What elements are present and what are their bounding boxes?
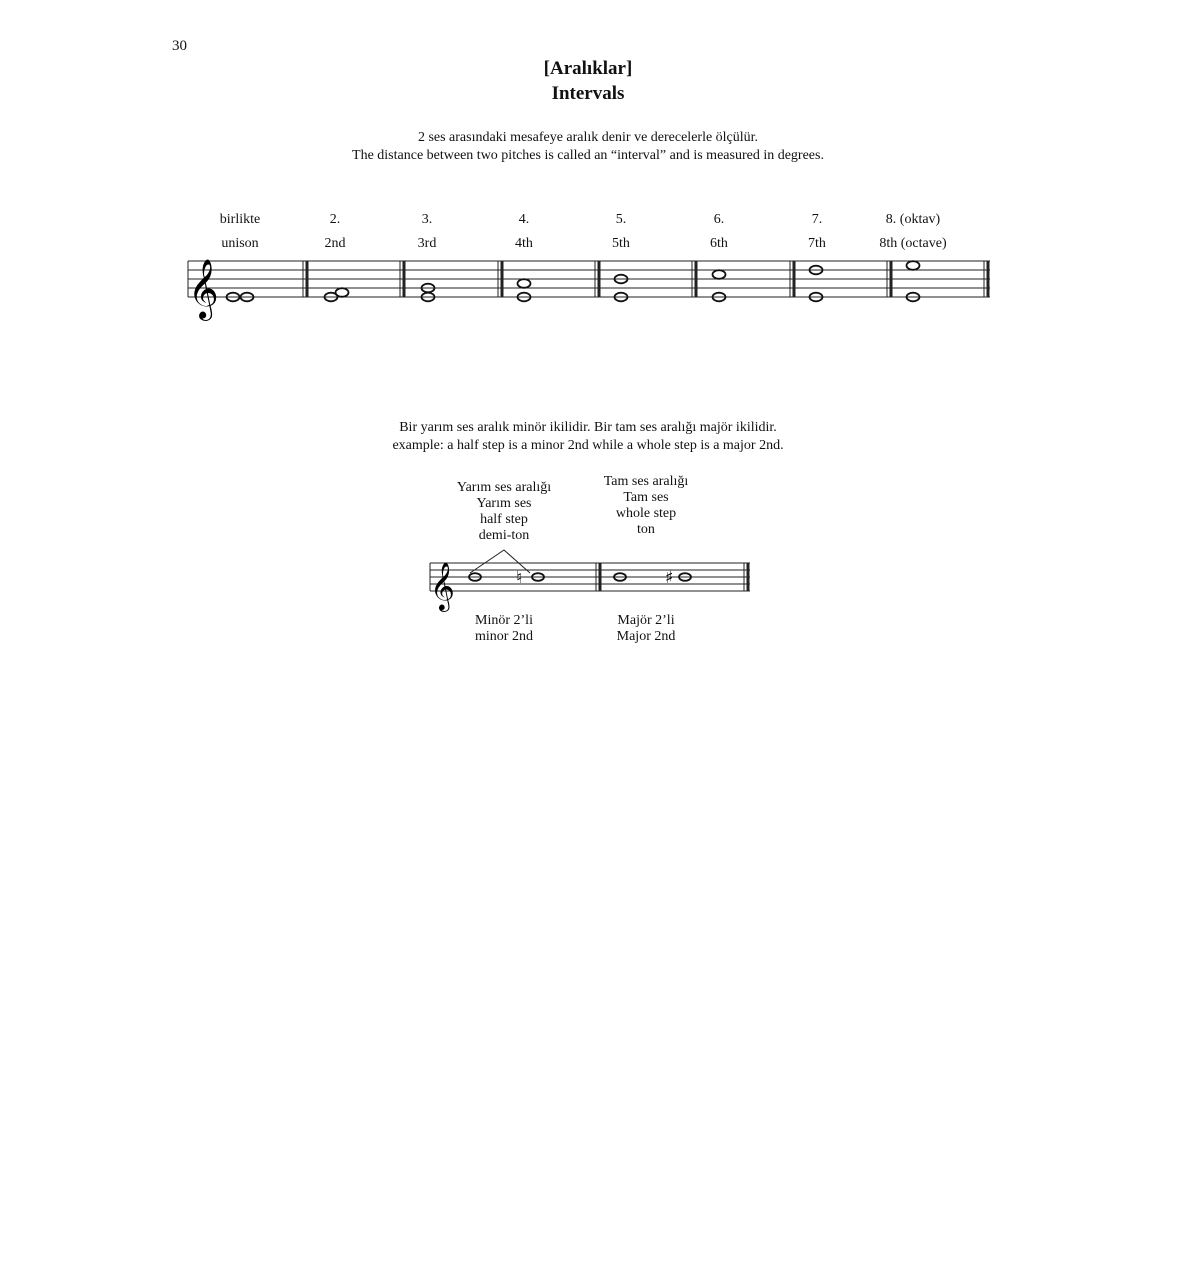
interval-label-tr: 5. — [615, 212, 627, 227]
interval-label-en: 5th — [612, 236, 630, 251]
treble-clef-icon: 𝄞 — [188, 259, 219, 319]
interval-label-tr: 6. — [713, 212, 725, 227]
major-2nd-caption — [586, 613, 706, 645]
interval-label-tr: 3. — [421, 212, 433, 227]
interval-label-tr: 4. — [518, 212, 530, 227]
example-turkish: Bir yarım ses aralık minör ikilidir. Bir tam ses aralığı majör ikilidir. — [399, 420, 777, 435]
page-number: 30 — [172, 38, 187, 54]
half-step-caption — [444, 480, 564, 544]
caption-line: Tam ses aralığı — [603, 474, 689, 489]
interval-staff — [0, 240, 1200, 360]
intro-english: The distance between two pitches is called an “interval” and is measured in degrees. — [352, 148, 824, 163]
caption-line: ton — [637, 522, 655, 537]
interval-label-tr: 2. — [329, 212, 341, 227]
whole-note — [518, 279, 531, 288]
example-english: example: a half step is a minor 2nd while a whole step is a major 2nd. — [392, 438, 784, 453]
title-english: Intervals — [551, 83, 625, 104]
caption-line: whole step — [615, 506, 677, 521]
whole-note — [907, 261, 920, 270]
interval-label-en: 2nd — [324, 236, 346, 251]
interval-label-en: 4th — [515, 236, 533, 251]
minor-2nd-caption — [444, 613, 564, 645]
interval-label-en: 7th — [808, 236, 826, 251]
natural-icon: ♮ — [516, 568, 523, 588]
interval-label-tr: 8. (oktav) — [885, 212, 941, 227]
intro-turkish: 2 ses arasındaki mesafeye aralık denir ve derecelerle ölçülür. — [417, 130, 759, 145]
treble-clef-icon: 𝄞 — [430, 561, 455, 610]
interval-label-tr: 7. — [811, 212, 823, 227]
caption-line: Tam ses — [623, 490, 669, 505]
caption-line: Major 2nd — [616, 629, 676, 644]
interval-label-en: unison — [221, 236, 259, 251]
caption-line: Yarım ses — [476, 496, 532, 511]
interval-label-tr: birlikte — [219, 212, 261, 227]
step-staff — [0, 540, 1200, 620]
caption-line: Minör 2’li — [475, 613, 533, 628]
caption-line: Majör 2’li — [617, 613, 675, 628]
interval-label-en: 6th — [710, 236, 728, 251]
caption-line: Yarım ses aralığı — [456, 480, 552, 495]
caption-line: demi-ton — [478, 528, 530, 543]
interval-label-en: 3rd — [417, 236, 437, 251]
caption-line: half step — [480, 512, 528, 527]
whole-note — [336, 288, 349, 297]
whole-step-caption — [586, 474, 706, 538]
sharp-icon: ♯ — [665, 568, 674, 588]
interval-label-en: 8th (octave) — [879, 236, 947, 251]
caption-line: minor 2nd — [475, 629, 533, 644]
whole-note — [713, 270, 726, 279]
title-turkish: [Aralıklar] — [543, 58, 633, 79]
